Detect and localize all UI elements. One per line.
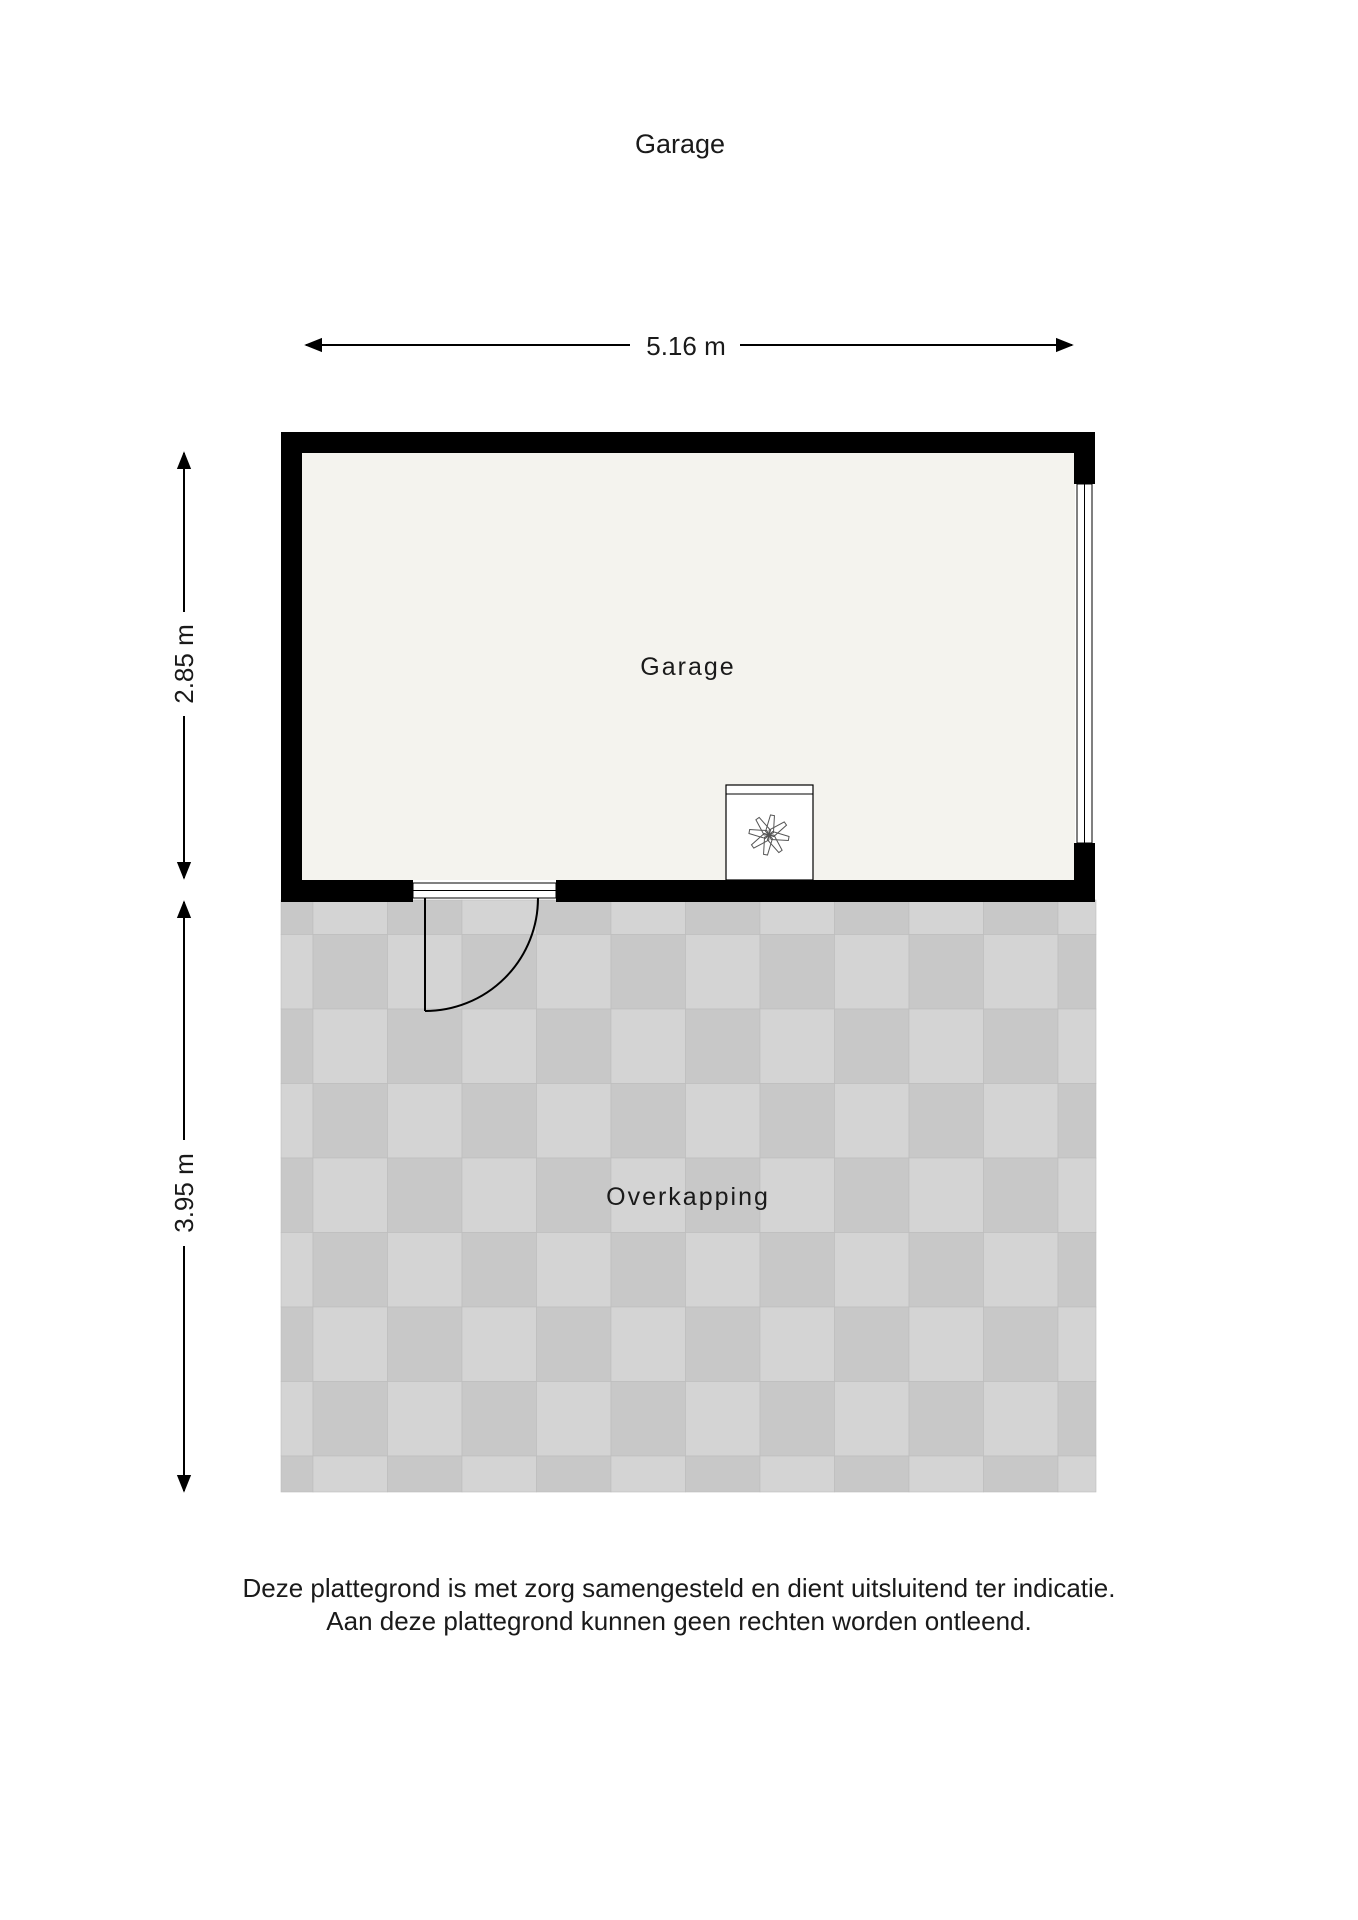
floor-tile (611, 1382, 686, 1457)
floor-tile (388, 1158, 463, 1233)
floor-tile (313, 1084, 388, 1159)
floor-tile (281, 1084, 313, 1159)
floor-tile (281, 1158, 313, 1233)
floor-tile (760, 900, 835, 935)
floor-tile (686, 1456, 761, 1492)
floor-tile (537, 1233, 612, 1308)
floor-tile (1058, 1158, 1096, 1233)
floor-tile (686, 1307, 761, 1382)
floor-tile (835, 1233, 910, 1308)
floor-tile (760, 1382, 835, 1457)
floor-tile (537, 935, 612, 1010)
width-label: 5.16 m (646, 331, 726, 361)
floor-tile (313, 900, 388, 935)
floor-tile (984, 935, 1059, 1010)
floor-tile (1058, 935, 1096, 1010)
floor-tile (909, 1456, 984, 1492)
floor-tile (281, 1233, 313, 1308)
room-label-garage: Garage (640, 653, 736, 681)
floor-tile (909, 1009, 984, 1084)
floor-tile (984, 1456, 1059, 1492)
floor-tile (313, 1307, 388, 1382)
floor-tile (760, 1233, 835, 1308)
floor-tile (984, 900, 1059, 935)
floor-tile (984, 1158, 1059, 1233)
floor-tile (760, 1158, 835, 1233)
floor-tile (388, 1382, 463, 1457)
floor-tile (462, 1456, 537, 1492)
floor-tile (537, 900, 612, 935)
page-title: Garage (634, 129, 726, 159)
floor-tile (462, 900, 537, 935)
floor-tile (611, 900, 686, 935)
floor-tile (984, 1382, 1059, 1457)
floor-tile (1058, 1456, 1096, 1492)
floor-tile (835, 1158, 910, 1233)
floor-tile (281, 1382, 313, 1457)
floor-tile (760, 935, 835, 1010)
floor-tile (611, 1009, 686, 1084)
width-dimension (306, 331, 1072, 361)
floor-tile (281, 1009, 313, 1084)
floor-tile (835, 935, 910, 1010)
floor-tile (281, 1307, 313, 1382)
floor-tile (281, 935, 313, 1010)
floor-tile (909, 1382, 984, 1457)
floor-tile (281, 1456, 313, 1492)
floor-tile (686, 900, 761, 935)
floor-tile (313, 1456, 388, 1492)
floor-tile (388, 1307, 463, 1382)
floor-tile (537, 1158, 612, 1233)
floor-tile (462, 935, 537, 1010)
floor-tile (611, 1233, 686, 1308)
floor-tile (281, 900, 313, 935)
floor-tile (388, 1084, 463, 1159)
floor-tile (388, 1233, 463, 1308)
floor-tile (462, 1382, 537, 1457)
floor-tile (835, 1456, 910, 1492)
floor-tile (835, 1084, 910, 1159)
floor-tile (462, 1084, 537, 1159)
floor-tile (462, 1307, 537, 1382)
floor-tile (462, 1233, 537, 1308)
floor-tile (984, 1307, 1059, 1382)
floor-tile (760, 1084, 835, 1159)
room-label-overkapping: Overkapping (606, 1183, 770, 1211)
floor-tile (1058, 1307, 1096, 1382)
floor-tile (686, 1233, 761, 1308)
floor-tile (835, 1382, 910, 1457)
floor-tile (835, 1307, 910, 1382)
floor-tile (686, 1084, 761, 1159)
floor-tile (909, 900, 984, 935)
floor-tile (313, 1009, 388, 1084)
floor-tile (1058, 1382, 1096, 1457)
garage-depth-dimension (169, 453, 199, 878)
garage-depth-label: 2.85 m (169, 624, 199, 704)
floor-tile (909, 935, 984, 1010)
floor-tile (909, 1084, 984, 1159)
overkapping-depth-label: 3.95 m (169, 1153, 199, 1233)
floor-tile (760, 1307, 835, 1382)
floor-tile (909, 1233, 984, 1308)
floor-tile (313, 1233, 388, 1308)
floor-tile (611, 1084, 686, 1159)
floor-tile (1058, 900, 1096, 935)
floor-tile (313, 1158, 388, 1233)
window (1077, 484, 1092, 843)
floor-tile (1058, 1233, 1096, 1308)
floor-tile (909, 1307, 984, 1382)
floor-tile (388, 1009, 463, 1084)
floor-tile (1058, 1009, 1096, 1084)
floor-tile (462, 1009, 537, 1084)
floor-tile (984, 1009, 1059, 1084)
overkapping-depth-dimension (169, 902, 199, 1491)
floor-tile (1058, 1084, 1096, 1159)
floor-tile (760, 1009, 835, 1084)
floor-tile (611, 1456, 686, 1492)
floor-tile (984, 1084, 1059, 1159)
floor-tile (686, 1009, 761, 1084)
floor-tile (611, 1307, 686, 1382)
appliance-icon (726, 785, 813, 880)
floor-tile (388, 1456, 463, 1492)
floor-tile (462, 1158, 537, 1233)
floor-tile (313, 1382, 388, 1457)
floor-tile (984, 1233, 1059, 1308)
floor-tile (835, 1009, 910, 1084)
floor-tile (313, 935, 388, 1010)
floor-tile (760, 1456, 835, 1492)
floor-tile (537, 1084, 612, 1159)
floor-tile (686, 935, 761, 1010)
floor-tile (537, 1307, 612, 1382)
floor-tile (835, 900, 910, 935)
disclaimer-line-2: Aan deze plattegrond kunnen geen rechten worden ontleend. (326, 1606, 1032, 1636)
disclaimer-line-1: Deze plattegrond is met zorg samengesteld en dient uitsluitend ter indicatie. (242, 1573, 1116, 1603)
floor-tile (537, 1009, 612, 1084)
floor-tile (537, 1382, 612, 1457)
floor-tile (537, 1456, 612, 1492)
floor-tile (611, 935, 686, 1010)
floor-tile (686, 1382, 761, 1457)
floor-tile (909, 1158, 984, 1233)
